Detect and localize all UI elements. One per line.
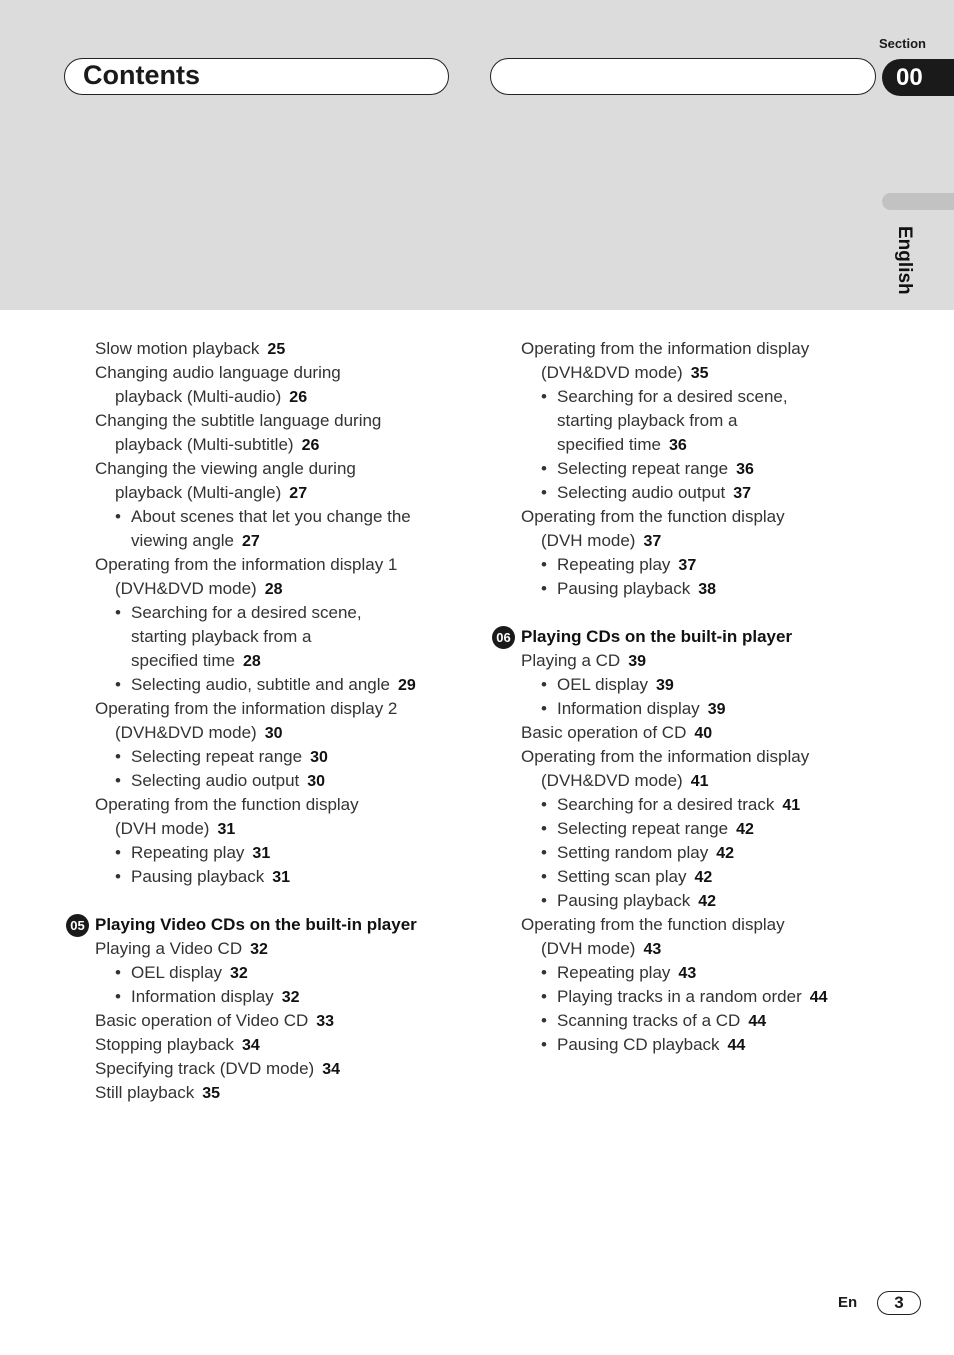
toc-entry-text: Changing the subtitle language during bbox=[95, 411, 382, 430]
bullet-icon: • bbox=[115, 963, 121, 982]
toc-entry-text: Basic operation of CD bbox=[521, 723, 687, 742]
toc-entry-text: (DVH&DVD mode) bbox=[541, 363, 683, 382]
toc-entry-text: Selecting audio output bbox=[557, 483, 726, 502]
bullet-icon: • bbox=[541, 675, 547, 694]
toc-entry-text: Searching for a desired scene, bbox=[557, 387, 788, 406]
toc-page-number: 37 bbox=[678, 557, 697, 574]
toc-entry[interactable] bbox=[95, 577, 417, 601]
toc-entry-text: Slow motion playback bbox=[95, 339, 260, 358]
toc-entry-text: playback (Multi-audio) bbox=[115, 387, 282, 406]
toc-entry-text: Operating from the function display bbox=[95, 795, 359, 814]
toc-entry[interactable] bbox=[95, 433, 417, 457]
toc-page-number: 34 bbox=[322, 1061, 340, 1078]
toc-page-number: 28 bbox=[264, 581, 283, 598]
toc-entry-text: Specifying track (DVD mode) bbox=[95, 1059, 315, 1078]
footer-language-code: En bbox=[838, 1294, 858, 1311]
toc-entry-text: Operating from the information display bbox=[521, 747, 810, 766]
toc-page-number: 42 bbox=[716, 845, 734, 862]
toc-page-number: 41 bbox=[782, 797, 801, 814]
toc-entry-text: playback (Multi-angle) bbox=[115, 483, 282, 502]
toc-entry[interactable] bbox=[521, 913, 828, 937]
toc-page-number: 42 bbox=[736, 821, 754, 838]
toc-subentry[interactable] bbox=[95, 625, 417, 649]
toc-left-column bbox=[70, 337, 417, 1105]
toc-subentry[interactable] bbox=[521, 817, 828, 841]
toc-entry[interactable] bbox=[95, 361, 417, 385]
toc-entry[interactable] bbox=[95, 1081, 417, 1105]
toc-subentry[interactable] bbox=[521, 553, 828, 577]
toc-entry-text: (DVH mode) bbox=[541, 531, 636, 550]
bullet-icon: • bbox=[115, 771, 121, 790]
toc-page-number: 29 bbox=[397, 677, 416, 694]
toc-subentry[interactable] bbox=[521, 481, 828, 505]
toc-subentry[interactable] bbox=[521, 985, 828, 1009]
toc-entry[interactable] bbox=[95, 721, 417, 745]
toc-entry-text: (DVH&DVD mode) bbox=[541, 771, 683, 790]
toc-subentry[interactable] bbox=[521, 961, 828, 985]
bullet-icon: • bbox=[115, 843, 121, 862]
toc-page-number: 41 bbox=[690, 773, 709, 790]
toc-subentry[interactable] bbox=[95, 745, 417, 769]
toc-page-number: 26 bbox=[301, 437, 320, 454]
toc-entry-text: Still playback bbox=[95, 1083, 195, 1102]
toc-entry[interactable] bbox=[95, 337, 417, 361]
toc-entry[interactable] bbox=[521, 721, 828, 745]
toc-entry[interactable] bbox=[95, 1009, 417, 1033]
toc-entry-text: Changing audio language during bbox=[95, 363, 341, 382]
toc-entry-text: Pausing playback bbox=[131, 867, 265, 886]
toc-entry[interactable] bbox=[95, 697, 417, 721]
toc-entry-text: Selecting repeat range bbox=[131, 747, 303, 766]
bullet-icon: • bbox=[541, 843, 547, 862]
toc-entry-text: Pausing playback bbox=[557, 579, 691, 598]
section-label: Section bbox=[879, 36, 926, 51]
toc-page-number: 27 bbox=[242, 533, 260, 550]
toc-page-number: 32 bbox=[281, 989, 300, 1006]
page-number: 3 bbox=[877, 1291, 921, 1315]
toc-subentry[interactable] bbox=[521, 793, 828, 817]
toc-entry-text: Operating from the function display bbox=[521, 915, 785, 934]
toc-entry-text: Playing tracks in a random order bbox=[557, 987, 802, 1006]
toc-entry-text: (DVH mode) bbox=[541, 939, 636, 958]
toc-page-number: 40 bbox=[694, 725, 713, 742]
toc-subentry[interactable] bbox=[521, 385, 828, 409]
toc-page-number: 43 bbox=[678, 965, 697, 982]
toc-entry[interactable] bbox=[521, 529, 828, 553]
toc-subentry[interactable] bbox=[95, 865, 417, 889]
toc-entry-text: Operating from the function display bbox=[521, 507, 785, 526]
toc-page-number: 35 bbox=[690, 365, 709, 382]
toc-page-number: 32 bbox=[250, 941, 268, 958]
toc-entry-text: Stopping playback bbox=[95, 1035, 234, 1054]
toc-entry[interactable] bbox=[521, 649, 828, 673]
toc-right-column bbox=[496, 337, 828, 1057]
toc-entry[interactable] bbox=[95, 793, 417, 817]
toc-entry-text: About scenes that let you change the bbox=[131, 507, 411, 526]
toc-subentry[interactable] bbox=[521, 1009, 828, 1033]
section-number-badge: 06 bbox=[492, 626, 515, 649]
bullet-icon: • bbox=[541, 987, 547, 1006]
language-label: English bbox=[894, 226, 915, 295]
toc-subentry[interactable] bbox=[521, 697, 828, 721]
toc-subentry[interactable] bbox=[521, 433, 828, 457]
bullet-icon: • bbox=[115, 675, 121, 694]
toc-subentry[interactable] bbox=[95, 841, 417, 865]
toc-subentry[interactable] bbox=[95, 649, 417, 673]
toc-subentry[interactable] bbox=[95, 985, 417, 1009]
toc-page-number: 33 bbox=[316, 1013, 335, 1030]
toc-entry-text: Operating from the information display 2 bbox=[95, 699, 398, 718]
toc-page-number: 44 bbox=[727, 1037, 746, 1054]
toc-entry-text: OEL display bbox=[557, 675, 649, 694]
bullet-icon: • bbox=[541, 579, 547, 598]
toc-entry-text: Information display bbox=[131, 987, 274, 1006]
toc-page-number: 39 bbox=[656, 677, 674, 694]
toc-page-number: 44 bbox=[748, 1013, 767, 1030]
section-heading[interactable] bbox=[70, 913, 417, 937]
toc-entry-text: Pausing playback bbox=[557, 891, 691, 910]
bullet-icon: • bbox=[541, 963, 547, 982]
bullet-icon: • bbox=[541, 699, 547, 718]
toc-subentry[interactable] bbox=[521, 841, 828, 865]
bullet-icon: • bbox=[541, 1035, 547, 1054]
toc-entry-text: Selecting repeat range bbox=[557, 819, 729, 838]
bullet-icon: • bbox=[115, 987, 121, 1006]
toc-entry-text: specified time bbox=[131, 651, 235, 670]
section-number-tab: 00 bbox=[882, 59, 954, 96]
toc-page-number: 25 bbox=[267, 341, 286, 358]
toc-page-number: 28 bbox=[242, 653, 261, 670]
section-number-badge: 05 bbox=[66, 914, 89, 937]
toc-page-number: 37 bbox=[733, 485, 752, 502]
toc-entry[interactable] bbox=[95, 457, 417, 481]
toc-entry[interactable] bbox=[95, 1057, 417, 1081]
bullet-icon: • bbox=[541, 459, 547, 478]
header-band bbox=[0, 0, 954, 310]
blank-title-pill bbox=[490, 58, 876, 95]
toc-entry-text: specified time bbox=[557, 435, 661, 454]
toc-entry-text: Setting scan play bbox=[557, 867, 687, 886]
toc-entry-text: Playing a CD bbox=[521, 651, 621, 670]
toc-page-number: 36 bbox=[668, 437, 687, 454]
toc-page-number: 32 bbox=[230, 965, 248, 982]
toc-entry[interactable] bbox=[521, 361, 828, 385]
toc-subentry[interactable] bbox=[521, 865, 828, 889]
bullet-icon: • bbox=[541, 1011, 547, 1030]
toc-page-number: 42 bbox=[694, 869, 713, 886]
section-heading[interactable] bbox=[496, 625, 828, 649]
toc-entry-text: Repeating play bbox=[131, 843, 245, 862]
toc-subentry[interactable] bbox=[521, 457, 828, 481]
toc-page-number: 37 bbox=[643, 533, 662, 550]
language-tab bbox=[882, 193, 954, 210]
toc-subentry[interactable] bbox=[95, 673, 417, 697]
toc-page-number: 39 bbox=[707, 701, 726, 718]
toc-page-number: 44 bbox=[809, 989, 828, 1006]
toc-page-number: 42 bbox=[698, 893, 717, 910]
toc-entry-text: Information display bbox=[557, 699, 700, 718]
bullet-icon: • bbox=[541, 555, 547, 574]
toc-entry[interactable] bbox=[95, 1033, 417, 1057]
bullet-icon: • bbox=[115, 507, 121, 526]
toc-entry[interactable] bbox=[95, 817, 417, 841]
toc-entry-text: (DVH&DVD mode) bbox=[115, 579, 257, 598]
toc-page-number: 27 bbox=[289, 485, 308, 502]
toc-page-number: 34 bbox=[241, 1037, 260, 1054]
toc-page-number: 35 bbox=[202, 1085, 221, 1102]
section-gap bbox=[95, 889, 417, 913]
toc-page-number: 30 bbox=[264, 725, 283, 742]
toc-page-number: 43 bbox=[643, 941, 662, 958]
toc-page-number: 36 bbox=[736, 461, 754, 478]
toc-subentry[interactable] bbox=[521, 409, 828, 433]
toc-subentry[interactable] bbox=[95, 505, 417, 529]
toc-entry[interactable] bbox=[521, 937, 828, 961]
toc-entry-text: Repeating play bbox=[557, 963, 671, 982]
toc-entry-text: Changing the viewing angle during bbox=[95, 459, 356, 478]
toc-entry-text: Basic operation of Video CD bbox=[95, 1011, 309, 1030]
page-title: Contents bbox=[83, 60, 200, 90]
toc-page-number: 30 bbox=[307, 773, 326, 790]
toc-entry[interactable] bbox=[521, 745, 828, 769]
toc-entry-text: (DVH mode) bbox=[115, 819, 210, 838]
toc-subentry[interactable] bbox=[95, 601, 417, 625]
bullet-icon: • bbox=[541, 891, 547, 910]
toc-page-number: 39 bbox=[628, 653, 647, 670]
toc-entry[interactable] bbox=[95, 937, 417, 961]
toc-entry[interactable] bbox=[521, 505, 828, 529]
toc-entry-text: Repeating play bbox=[557, 555, 671, 574]
toc-entry-text: OEL display bbox=[131, 963, 223, 982]
toc-page-number: 30 bbox=[310, 749, 328, 766]
toc-page-number: 38 bbox=[698, 581, 717, 598]
bullet-icon: • bbox=[541, 795, 547, 814]
bullet-icon: • bbox=[115, 747, 121, 766]
section-heading-text: Playing Video CDs on the built-in player bbox=[95, 915, 417, 934]
toc-subentry[interactable] bbox=[95, 769, 417, 793]
toc-entry-text: Scanning tracks of a CD bbox=[557, 1011, 741, 1030]
toc-entry[interactable] bbox=[521, 769, 828, 793]
toc-entry-text: Selecting repeat range bbox=[557, 459, 729, 478]
toc-subentry[interactable] bbox=[95, 961, 417, 985]
toc-entry[interactable] bbox=[95, 385, 417, 409]
bullet-icon: • bbox=[541, 867, 547, 886]
toc-entry[interactable] bbox=[95, 481, 417, 505]
toc-subentry[interactable] bbox=[521, 1033, 828, 1057]
toc-entry-text: Operating from the information display bbox=[521, 339, 810, 358]
toc-subentry[interactable] bbox=[521, 889, 828, 913]
toc-entry[interactable] bbox=[95, 409, 417, 433]
bullet-icon: • bbox=[115, 603, 121, 622]
toc-entry-text: starting playback from a bbox=[557, 411, 738, 430]
toc-subentry[interactable] bbox=[95, 529, 417, 553]
toc-entry-text: Playing a Video CD bbox=[95, 939, 243, 958]
toc-page-number: 31 bbox=[252, 845, 271, 862]
toc-entry-text: (DVH&DVD mode) bbox=[115, 723, 257, 742]
title-pill bbox=[64, 58, 449, 95]
toc-page-number: 31 bbox=[272, 869, 291, 886]
toc-entry-text: starting playback from a bbox=[131, 627, 312, 646]
toc-entry-text: viewing angle bbox=[131, 531, 235, 550]
toc-entry[interactable] bbox=[95, 553, 417, 577]
toc-entry-text: Operating from the information display 1 bbox=[95, 555, 398, 574]
toc-page-number: 26 bbox=[289, 389, 308, 406]
section-heading-text: Playing CDs on the built-in player bbox=[521, 627, 793, 646]
toc-entry-text: playback (Multi-subtitle) bbox=[115, 435, 294, 454]
toc-entry-text: Pausing CD playback bbox=[557, 1035, 720, 1054]
section-gap bbox=[521, 601, 828, 625]
bullet-icon: • bbox=[541, 483, 547, 502]
toc-entry-text: Searching for a desired track bbox=[557, 795, 775, 814]
toc-subentry[interactable] bbox=[521, 577, 828, 601]
toc-entry-text: Setting random play bbox=[557, 843, 709, 862]
toc-entry-text: Selecting audio, subtitle and angle bbox=[131, 675, 390, 694]
bullet-icon: • bbox=[115, 867, 121, 886]
bullet-icon: • bbox=[541, 819, 547, 838]
toc-subentry[interactable] bbox=[521, 673, 828, 697]
bullet-icon: • bbox=[541, 387, 547, 406]
toc-page-number: 31 bbox=[217, 821, 236, 838]
toc-entry-text: Selecting audio output bbox=[131, 771, 300, 790]
toc-entry-text: Searching for a desired scene, bbox=[131, 603, 362, 622]
toc-entry[interactable] bbox=[521, 337, 828, 361]
